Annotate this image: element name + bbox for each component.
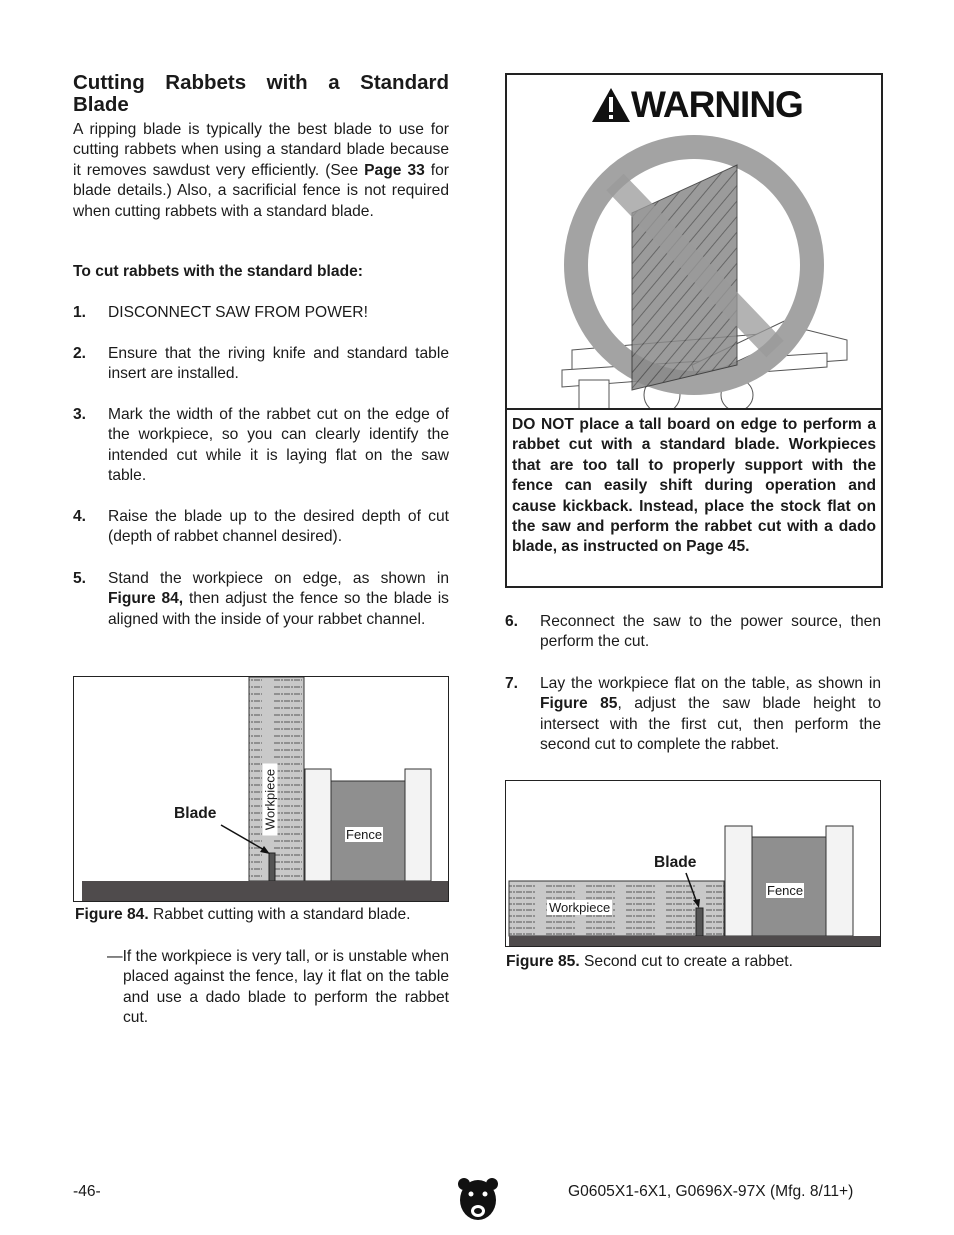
step-text-part: Lay the workpiece flat on the table, as shown in xyxy=(540,675,881,692)
step-number: 5. xyxy=(73,570,87,587)
step-text-part: , adjust the saw blade height to intersect with the first cut, then perform the second cut to complete the rabbet. xyxy=(540,695,882,754)
workpiece-label: Workpiece xyxy=(263,764,278,836)
page-number: -46- xyxy=(73,1183,101,1200)
warning-title: WARNING xyxy=(631,84,803,125)
subheading: To cut rabbets with the standard blade: xyxy=(73,263,363,280)
blade-shape xyxy=(269,853,275,881)
figure-ref: Figure 84, xyxy=(108,590,184,608)
figure-84-caption xyxy=(75,906,410,924)
step-6 xyxy=(505,612,881,653)
step-7 xyxy=(505,674,881,756)
step-4 xyxy=(73,507,449,548)
grizzly-bear-logo-icon xyxy=(457,1176,499,1224)
step-text xyxy=(108,569,449,630)
fence-face-right xyxy=(826,826,853,936)
step-text: Reconnect the saw to the power source, then perform the cut. xyxy=(540,613,881,651)
caption-label: Figure 84. xyxy=(75,906,149,923)
step-text: DISCONNECT SAW FROM POWER! xyxy=(108,304,368,321)
step-3 xyxy=(73,405,449,487)
blade-label: Blade xyxy=(654,854,697,871)
fence-face-left xyxy=(725,826,752,936)
step-text: Mark the width of the rabbet cut on the edge of the workpiece, so you can clearly identify the intended cut while it is laying flat on the saw table. xyxy=(108,406,449,485)
blade-shape xyxy=(696,908,703,936)
note-text: —If the workpiece is very tall, or is unstable when placed against the fence, lay it flat on the table and use a dado blade to perform the rabbet cut. xyxy=(107,948,449,1027)
fence-label: Fence xyxy=(767,883,804,898)
step-number: 7. xyxy=(505,675,519,692)
step-number: 4. xyxy=(73,508,87,525)
caption-label: Figure 85. xyxy=(506,953,580,970)
step-number: 3. xyxy=(73,406,87,423)
warning-text: DO NOT place a tall board on edge to perform a rabbet cut with a standard blade. Workpieces that are too tall to properly support with the fence can easily shift during operation and cause kickback. Instead, place the stock flat on the saw and perform the rabbet cut with a dado blade, as instructed on Page 45. xyxy=(512,416,876,556)
section-heading: Cutting Rabbets with a Standard Blade xyxy=(73,71,449,116)
intro-paragraph xyxy=(73,120,449,222)
fence-face-left xyxy=(305,769,331,881)
fence-label: Fence xyxy=(346,827,383,842)
figure-84-diagram xyxy=(74,677,448,901)
step-number: 1. xyxy=(73,304,87,321)
saw-table xyxy=(509,936,880,946)
divider xyxy=(507,408,881,410)
intro-text-2: for blade details.) Also, a sacrificial fence is not required when cutting rabbets with a standard blade. xyxy=(73,161,450,220)
intro-text: A ripping blade is typically the best blade to use for cutting rabbets when using a standard blade because it removes sawdust very efficiently. (See xyxy=(73,121,449,179)
workpiece-label: Workpiece xyxy=(549,900,611,915)
step-2 xyxy=(73,344,449,385)
page-ref-link: Page 33 xyxy=(364,161,425,179)
step-number: 6. xyxy=(505,613,519,630)
step-text-part: then adjust the fence so the blade is aligned with the inside of your rabbet channel. xyxy=(108,590,449,628)
step-number: 2. xyxy=(73,345,87,362)
caption-text: Second cut to create a rabbet. xyxy=(579,953,793,970)
figure-ref: Figure 85 xyxy=(540,695,618,713)
step-text xyxy=(540,674,881,756)
step-text: Ensure that the riving knife and standard table insert are installed. xyxy=(108,345,449,383)
saw-table xyxy=(82,881,448,901)
blade-label: Blade xyxy=(174,805,217,822)
figure-85-caption xyxy=(506,953,793,971)
no-tall-board-illustration xyxy=(507,125,881,408)
figure-84 xyxy=(73,676,449,902)
warning-header xyxy=(591,85,803,125)
warning-triangle-icon xyxy=(591,87,631,123)
caption-text: Rabbet cutting with a standard blade. xyxy=(148,906,411,923)
fence-face-right xyxy=(405,769,431,881)
step-text: Raise the blade up to the desired depth of cut (depth of rabbet channel desired). xyxy=(108,508,449,546)
figure-85 xyxy=(505,780,881,947)
step-text-part: Stand the workpiece on edge, as shown in xyxy=(108,570,449,587)
step-5 xyxy=(73,569,449,630)
step-1 xyxy=(73,303,449,323)
model-info: G0605X1-6X1, G0696X-97X (Mfg. 8/11+) xyxy=(568,1183,854,1200)
warning-box xyxy=(505,73,883,588)
